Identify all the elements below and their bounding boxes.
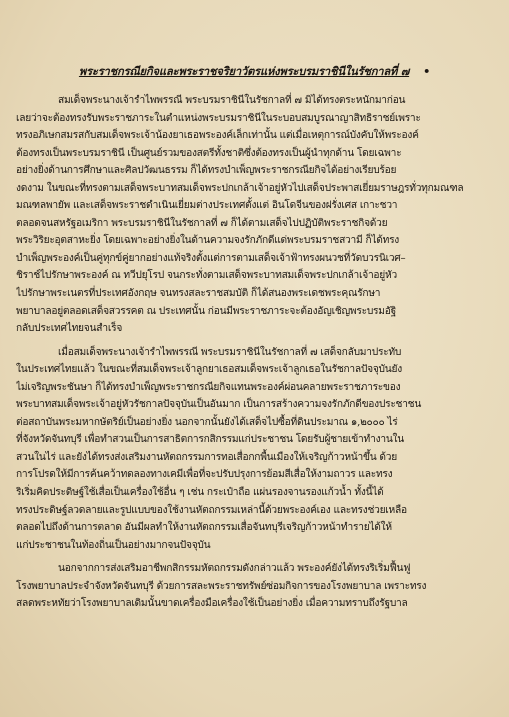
bullet-mark: • (423, 64, 431, 78)
text-line: พยาบาลอยู่ตลอดเสด็จสวรรคต ณ ประเทศนั้น ก่อนมีพระราชภาระจะต้องอัญเชิญพระบรมอัฐิ (16, 305, 396, 317)
text-line: สวนในไร่ และยังได้ทรงส่งเสริมงานหัตถกรรมการทอเสื่อกกพื้นเมืองให้เจริญก้าวหน้าขึ้น ด้วย (16, 451, 397, 463)
body-text (16, 92, 493, 613)
text-line: งดงาม ในขณะที่ทรงตามเสด็จพระบาทสมเด็จพระปกเกล้าเจ้าอยู่หัวไปเสด็จประพาสเยี่ยมราษฎรทั่วทุกมณฑล (16, 182, 464, 194)
text-line: ริเริ่มคิดประดิษฐ์ใช้เสื่อเป็นเครื่องใช้อื่น ๆ เช่น กระเป๋าถือ แผ่นรองจานรองแก้วน้ำ ทั้งนี้ได้ (16, 487, 384, 499)
text-line: บำเพ็ญพระองค์เป็นคู่ทุกข์คู่ยากอย่างแท้จริงตั้งแต่การตามเสด็จเจ้าฟ้าทรงผนวชที่วัดบวรนิเวศ– (16, 252, 406, 264)
text-line: ตลอดจนสหรัฐอเมริกา พระบรมราชินีในรัชกาลที่ ๗ ก็ได้ตามเสด็จไปปฏิบัติพระราชกิจด้วย (16, 217, 388, 229)
text-line: สมเด็จพระนางเจ้ารำไพพรรณี พระบรมราชินีในรัชกาลที่ ๗ มิได้ทรงตระหนักมาก่อน (58, 95, 406, 106)
text-line: เมื่อสมเด็จพระนางเจ้ารำไพพรรณี พระบรมราชินีในรัชกาลที่ ๗ เสด็จกลับมาประทับ (58, 346, 402, 358)
text-line: แก่ประชาชนในท้องถิ่นเป็นอย่างมากจนปัจจุบัน (16, 539, 211, 551)
text-line: อย่างยิ่งด้านการศึกษาและศิลปวัฒนธรรม ก็ได้ทรงบำเพ็ญพระราชกรณียกิจได้อย่างเรียบร้อย (16, 165, 397, 177)
text-line: ต่อสถาบันพระมหากษัตริย์เป็นอย่างยิ่ง นอกจากนั้นยังได้เสด็จไปซื้อที่ดินประมาณ ๑,๒๐๐๐ ไร่ (16, 416, 398, 428)
text-line: นอกจากการส่งเสริมอาชีพกสิกรรมหัตถกรรมดังกล่าวแล้ว พระองค์ยังได้ทรงริเริ่มฟื้นฟู (58, 563, 411, 575)
text-line: พระบาทสมเด็จพระเจ้าอยู่หัวรัชกาลปัจจุบันเป็นอันมาก เป็นการสร้างความจงรักภักดีของประชาชน (16, 399, 422, 411)
paragraph (16, 344, 493, 555)
text-line: ไปรักษาพระเนตรที่ประเทศอังกฤษ จนทรงสละราชสมบัติ ก็ได้สนองพระเดชพระคุณรักษา (16, 288, 381, 300)
text-line: เลยว่าจะต้องทรงรับพระราชภาระในตำแหน่งพระบรมราชินีในระบอบสมบูรณาญาสิทธิราชย์เพราะ (16, 112, 421, 124)
text-line: มณฑลพายัพ และเสด็จพระราชดำเนินเยี่ยมต่างประเทศตั้งแต่ อินโดจีนของฝรั่งเศส เกาะชวา (16, 200, 398, 212)
text-line: สลดพระหทัยว่าโรงพยาบาลเดิมนั้นขาดเครื่องมือเครื่องใช้เป็นอย่างยิ่ง เมื่อความทราบถึงรัฐบาล (16, 598, 408, 610)
text-line: ทรงอภิเษกสมรสกับสมเด็จพระเจ้าน้องยาเธอพระองค์เล็กเท่านั้น แต่เมื่อเหตุการณ์บังคับให้พระองค์ (16, 130, 419, 142)
text-line: ที่จังหวัดจันทบุรี เพื่อทำสวนเป็นการสาธิตการกสิกรรมแก่ประชาชน โดยรับผู้ชายเข้าทำงานใน (16, 434, 404, 446)
paragraph (16, 92, 493, 338)
text-line: ต้องทรงเป็นพระบรมราชินี เป็นศูนย์รวมของสตรีทั้งชาติซึ่งต้องทรงเป็นผู้นำทุกด้าน โดยเฉพาะ (16, 147, 402, 159)
text-line: กลับประเทศไทยจนสำเร็จ (16, 323, 123, 335)
title-text: พระราชกรณียกิจและพระราชจริยาวัตรแห่งพระบรมราชินีในรัชกาลที่ ๗ (78, 64, 410, 78)
text-line: ตลอดไปถึงด้านการตลาด อันมีผลทำให้งานหัตถกรรมเสื่อจันทบุรีเจริญก้าวหน้าทำรายได้ให้ (16, 522, 392, 534)
text-line: พระวิริยะอุตสาหะยิ่ง โดยเฉพาะอย่างยิ่งในด้านความจงรักภักดีแด่พระบรมราชสวามี ก็ได้ทรง (16, 235, 400, 247)
text-line: โรงพยาบาลประจำจังหวัดจันทบุรี ด้วยการสละพระราชทรัพย์ซ่อมกิจการของโรงพยาบาล เพราะทรง (16, 580, 427, 592)
text-line: การโปรดให้มีการค้นคว้าทดลองทางเคมีเพื่อที่จะปรับปรุงการย้อมสีเสื่อให้งามถาวร และทรง (16, 469, 393, 481)
text-line: ชิราช์ไปรักษาพระองค์ ณ ทวีปยุโรป จนกระทั่งตามเสด็จพระบาทสมเด็จพระปกเกล้าเจ้าอยู่หัว (16, 270, 397, 282)
page-title (0, 62, 509, 80)
text-line: ทรงประดิษฐ์ลวดลายและรูปแบบของใช้งานหัตถกรรมเหล่านี้ด้วยพระองค์เอง และทรงช่วยเหลือ (16, 504, 407, 516)
text-line: ในประเทศไทยแล้ว ในขณะที่สมเด็จพระเจ้าลูกยาเธอสมเด็จพระเจ้าลูกเธอในรัชกาลปัจจุบันยัง (16, 364, 402, 376)
text-line: ไม่เจริญพระชันษา ก็ได้ทรงบำเพ็ญพระราชกรณียกิจแทนพระองค์ผ่อนคลายพระราชภาระของ (16, 381, 401, 393)
paragraph (16, 560, 493, 613)
